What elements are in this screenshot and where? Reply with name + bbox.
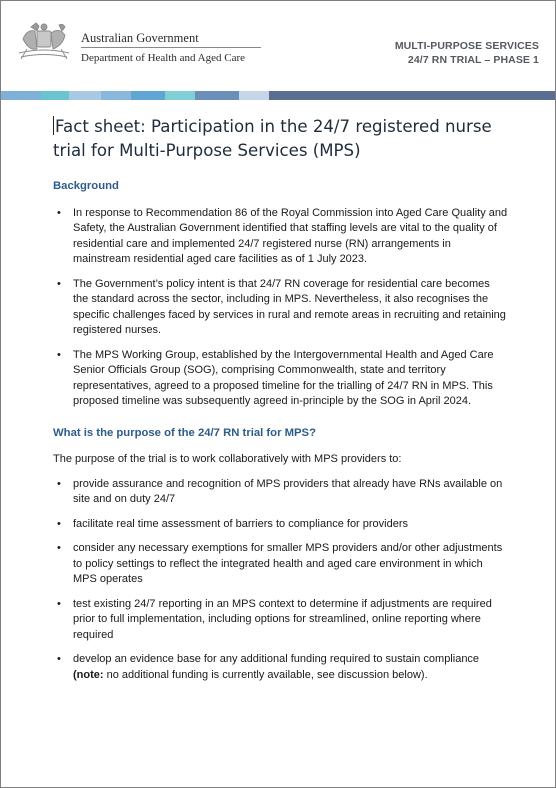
- list-item-text: The Government’s policy intent is that 24/7 RN coverage for residential care becomes the standard across the sector, including in MPS. Nevertheless, it also recognises the specific challenges faced by services in rural and remote areas in recruiting and retaining registered nurses.: [73, 277, 506, 336]
- program-label: [395, 39, 539, 67]
- list-item: [53, 206, 508, 268]
- list-item: [53, 652, 508, 683]
- list-item: [53, 348, 508, 410]
- list-item-text: test existing 24/7 reporting in an MPS context to determine if adjustments are required prior to full implementation, including options for streamlined, online reporting where required: [73, 597, 492, 641]
- list-item: [53, 517, 508, 533]
- list-item-text-start: develop an evidence base for any additional funding required to sustain compliance: [73, 653, 480, 665]
- bullet-glyph: •: [57, 597, 61, 610]
- stripe-segment: [1, 91, 41, 100]
- background-heading: Background: [53, 180, 119, 192]
- page-title[interactable]: [53, 115, 513, 163]
- stripe-segment: [165, 91, 195, 100]
- background-list: [53, 206, 508, 410]
- list-item-text-end: no additional funding is currently available, see discussion below).: [103, 668, 428, 681]
- program-label-line1: MULTI-PURPOSE SERVICES: [394, 40, 539, 52]
- bullet-glyph: •: [57, 517, 61, 530]
- decorative-stripe: [1, 91, 555, 100]
- list-item-text: provide assurance and recognition of MPS providers that already have RNs available on site and on duty 24/7: [73, 477, 503, 505]
- stripe-segment: [131, 91, 165, 100]
- bullet-glyph: •: [57, 653, 61, 665]
- page-header: [1, 1, 555, 91]
- bullet-glyph: •: [57, 477, 61, 490]
- stripe-segment: [41, 91, 69, 100]
- page-title-text: Fact sheet: Participation in the 24/7 registered nurse trial for Multi-Purpose Services (MPS): [53, 117, 492, 160]
- list-item-text: [73, 653, 479, 681]
- note-label: (note:: [73, 668, 104, 681]
- document-body: [53, 179, 508, 692]
- purpose-heading: What is the purpose of the 24/7 RN trial for MPS?: [53, 426, 316, 439]
- list-item-text: In response to Recommendation 86 of the Royal Commission into Aged Care Quality and Safety, the Australian Government identified that staffing levels are vital to the quality of residential care and implemented 24/7 registered nurse (RN) arrangements in mainstream residential aged care facilities as of 1 July 2023.: [73, 206, 508, 265]
- header-rule: [81, 47, 261, 48]
- list-item-text: consider any necessary exemptions for smaller MPS providers and/or other adjustments to policy settings to reflect the integrated health and aged care environment in which MPS operates: [73, 542, 503, 585]
- list-item: [53, 541, 508, 588]
- purpose-intro: The purpose of the trial is to work collaboratively with MPS providers to:: [53, 453, 402, 465]
- bullet-glyph: •: [57, 277, 61, 290]
- department-name: Department of Health and Aged Care: [81, 52, 246, 64]
- government-name: Australian Government: [81, 31, 199, 45]
- program-label-line2: 24/7 RN TRIAL – PHASE 1: [407, 54, 539, 66]
- bullet-glyph: •: [57, 206, 61, 219]
- bullet-glyph: •: [57, 542, 61, 554]
- list-item: [53, 477, 508, 508]
- purpose-list: [53, 477, 508, 684]
- stripe-segment: [269, 91, 555, 100]
- list-item: [53, 597, 508, 644]
- stripe-segment: [69, 91, 101, 100]
- bullet-glyph: •: [57, 348, 61, 361]
- list-item-text: facilitate real time assessment of barriers to compliance for providers: [73, 517, 409, 530]
- stripe-segment: [239, 91, 269, 100]
- stripe-segment: [101, 91, 131, 100]
- coat-of-arms-icon: [13, 19, 75, 65]
- text-cursor: [53, 116, 54, 135]
- list-item-text: The MPS Working Group, established by the Intergovernmental Health and Aged Care Senior Officials Group (SOG), comprising Commonwealth, state and territory representatives, agreed to a proposed timeline for the trialling of 24/7 RN in MPS. This proposed timeline was subsequently agreed in-principle by the SOG in April 2024.: [73, 348, 494, 407]
- stripe-segment: [195, 91, 239, 100]
- list-item: [53, 277, 508, 339]
